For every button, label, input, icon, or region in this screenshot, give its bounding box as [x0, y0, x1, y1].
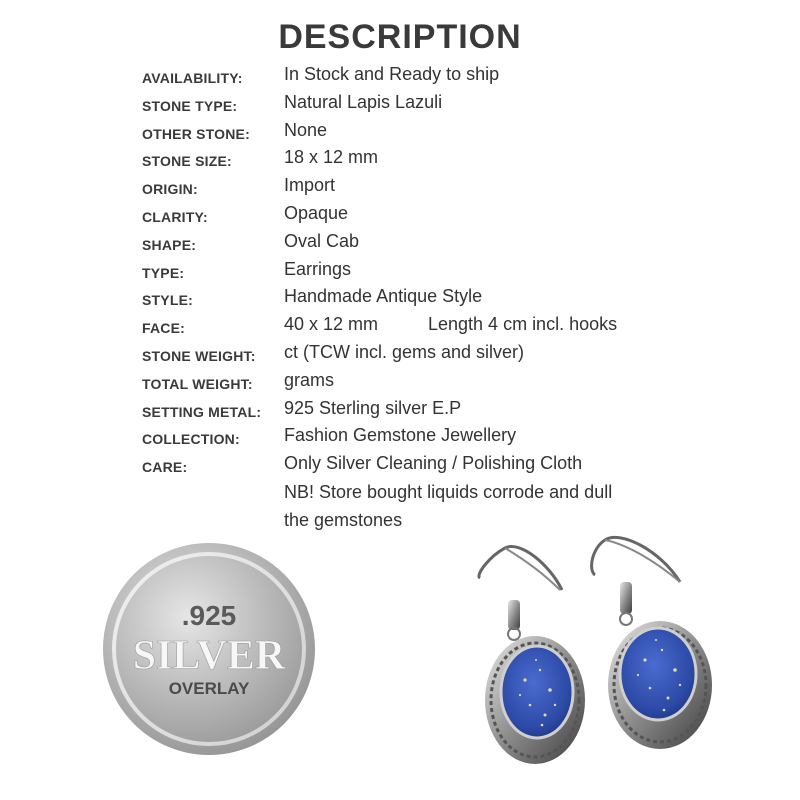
spec-value: Import: [284, 175, 336, 196]
spec-label: SETTING METAL:: [142, 403, 262, 420]
care-note-line-1: NB! Store bought liquids corrode and dull: [284, 482, 613, 502]
left-earring: [479, 540, 585, 764]
spec-row-style: [142, 284, 762, 312]
care-note-line-2: the gemstones: [284, 510, 403, 530]
spec-row-availability: [142, 62, 762, 90]
spec-label: COLLECTION:: [142, 431, 240, 448]
spec-value: ct (TCW incl. gems and silver): [284, 341, 525, 362]
spec-row-total-weight: [142, 368, 762, 396]
spec-row-type: [142, 257, 762, 285]
spec-row-origin: [142, 173, 762, 201]
spec-value: grams: [284, 369, 335, 390]
spec-label: TYPE:: [142, 264, 185, 281]
spec-row-stone-type: [142, 90, 762, 118]
spec-value: 925 Sterling silver E.P: [284, 397, 462, 418]
spec-value: Oval Cab: [284, 230, 360, 251]
spec-label: STONE TYPE:: [142, 97, 238, 114]
spec-label: STYLE:: [142, 292, 193, 309]
spec-label: STONE SIZE:: [142, 153, 232, 170]
spec-value-extra: Length 4 cm incl. hooks: [428, 314, 618, 335]
spec-label: OTHER STONE:: [142, 125, 250, 142]
right-earring: [592, 537, 712, 749]
spec-value: Handmade Antique Style: [284, 286, 483, 307]
spec-row-shape: [142, 229, 762, 257]
earrings-photo: [470, 520, 740, 790]
spec-value: Earrings: [284, 258, 352, 279]
spec-table: [142, 62, 762, 530]
spec-row-face: [142, 312, 762, 340]
spec-value: 40 x 12 mm: [284, 314, 379, 335]
spec-row-stone-weight: [142, 340, 762, 368]
spec-label: FACE:: [142, 320, 185, 337]
spec-label: AVAILABILITY:: [142, 70, 243, 86]
seal-bottom-text: OVERLAY: [168, 679, 250, 698]
spec-value: None: [284, 119, 328, 140]
spec-row-care: [142, 451, 762, 479]
spec-row-setting-metal: [142, 396, 762, 424]
spec-value: Natural Lapis Lazuli: [284, 91, 443, 112]
spec-row-stone-size: [142, 145, 762, 173]
spec-value: In Stock and Ready to ship: [284, 64, 500, 84]
seal-top-text: .925: [181, 600, 237, 631]
spec-value: 18 x 12 mm: [284, 147, 379, 168]
spec-label: TOTAL WEIGHT:: [142, 375, 253, 392]
spec-label: SHAPE:: [142, 236, 197, 253]
spec-value: Fashion Gemstone Jewellery: [284, 425, 517, 446]
page-title: DESCRIPTION: [278, 18, 522, 56]
seal-middle-text: SILVER: [132, 633, 286, 679]
silver-overlay-seal: [101, 541, 317, 757]
spec-row-other-stone: [142, 118, 762, 146]
spec-label: CARE:: [142, 459, 188, 476]
spec-row-clarity: [142, 201, 762, 229]
spec-label: STONE WEIGHT:: [142, 347, 256, 364]
spec-value: Opaque: [284, 202, 349, 223]
spec-label: CLARITY:: [142, 208, 208, 225]
spec-row-collection: [142, 423, 762, 451]
spec-value: Only Silver Cleaning / Polishing Cloth: [284, 453, 583, 474]
spec-label: ORIGIN:: [142, 181, 198, 198]
